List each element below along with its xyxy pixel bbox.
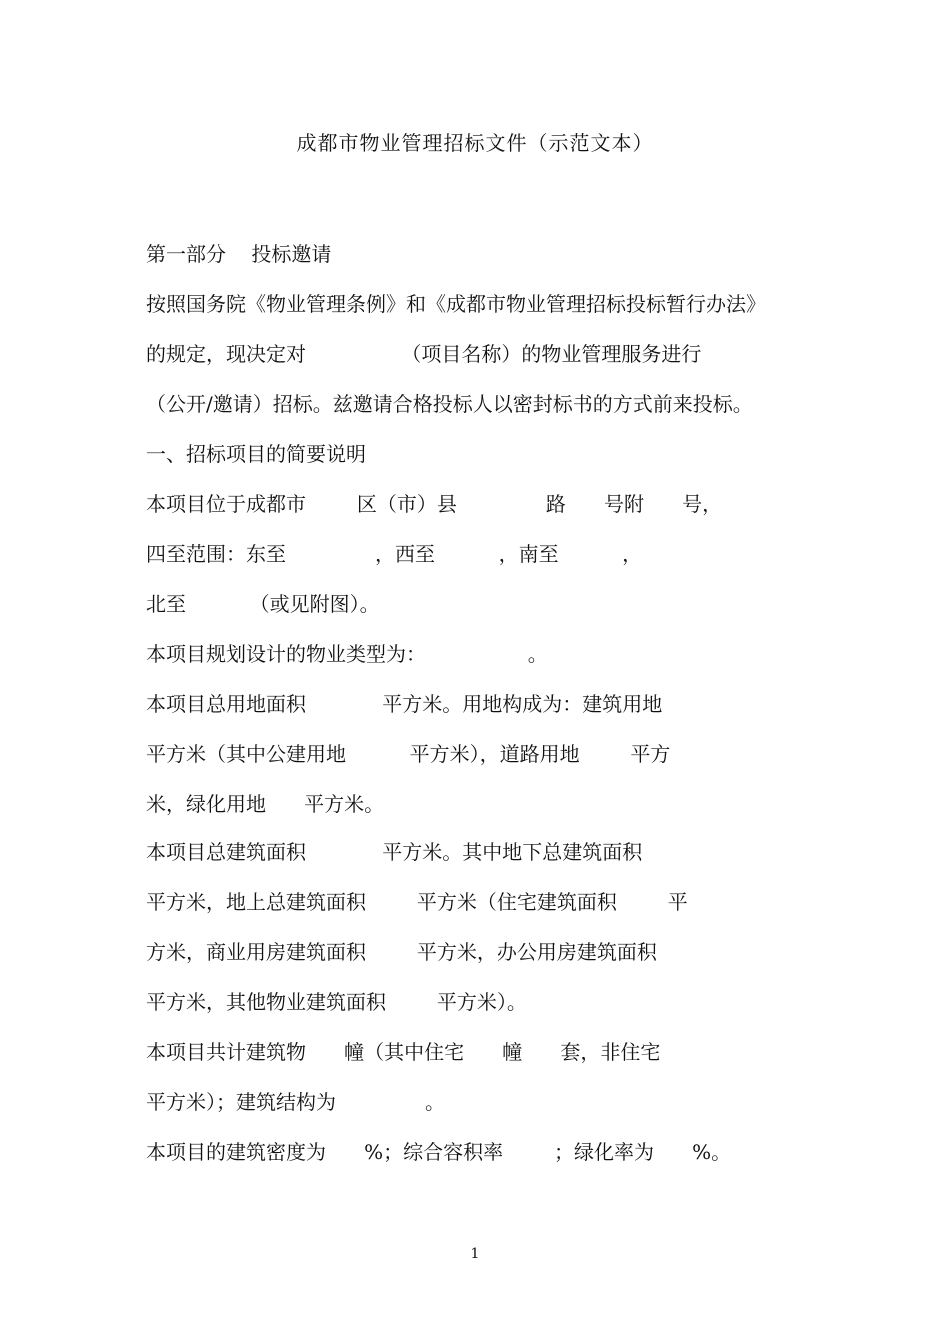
- document-title: 成都市物业管理招标文件（示范文本）: [296, 131, 654, 155]
- paragraph-line: 按照国务院《物业管理条例》和《成都市物业管理招标投标暂行办法》: [146, 292, 766, 316]
- paragraph-line: 四至范围：东至 ，西至 ，南至 ，: [146, 542, 643, 566]
- paragraph-line: 本项目位于成都市 区（市）县 路 号附 号，: [146, 492, 723, 516]
- page-number: 1: [470, 1246, 480, 1262]
- paragraph-line: 平方米（其中公建用地 平方米），道路用地 平方: [146, 742, 671, 766]
- paragraph-line: 米，绿化用地 平方米。: [146, 792, 385, 816]
- section-heading: 第一部分 投标邀请: [146, 242, 332, 266]
- paragraph-line: 平方米，其他物业建筑面积 平方米）。: [146, 990, 527, 1014]
- subsection-heading: 一、招标项目的简要说明: [146, 442, 366, 466]
- paragraph-line: 本项目总用地面积 平方米。用地构成为：建筑用地: [146, 692, 663, 716]
- paragraph-line: （公开/邀请）招标。兹邀请合格投标人以密封标书的方式前来投标。: [146, 392, 753, 416]
- paragraph-line: 方米，商业用房建筑面积 平方米，办公用房建筑面积: [146, 940, 657, 964]
- paragraph-line: 平方米，地上总建筑面积 平方米（住宅建筑面积 平: [146, 890, 688, 914]
- paragraph-line: 本项目总建筑面积 平方米。其中地下总建筑面积: [146, 840, 643, 864]
- paragraph-line: 的规定，现决定对 （项目名称）的物业管理服务进行: [146, 342, 702, 366]
- paragraph-line: 北至 （或见附图）。: [146, 592, 380, 616]
- paragraph-line: 平方米）；建筑结构为 。: [146, 1090, 446, 1114]
- paragraph-line: 本项目的建筑密度为 %；综合容积率 ；绿化率为 %。: [146, 1140, 732, 1164]
- paragraph-line: 本项目共计建筑物 幢（其中住宅 幢 套，非住宅: [146, 1040, 661, 1064]
- paragraph-line: 本项目规划设计的物业类型为： 。: [146, 642, 548, 666]
